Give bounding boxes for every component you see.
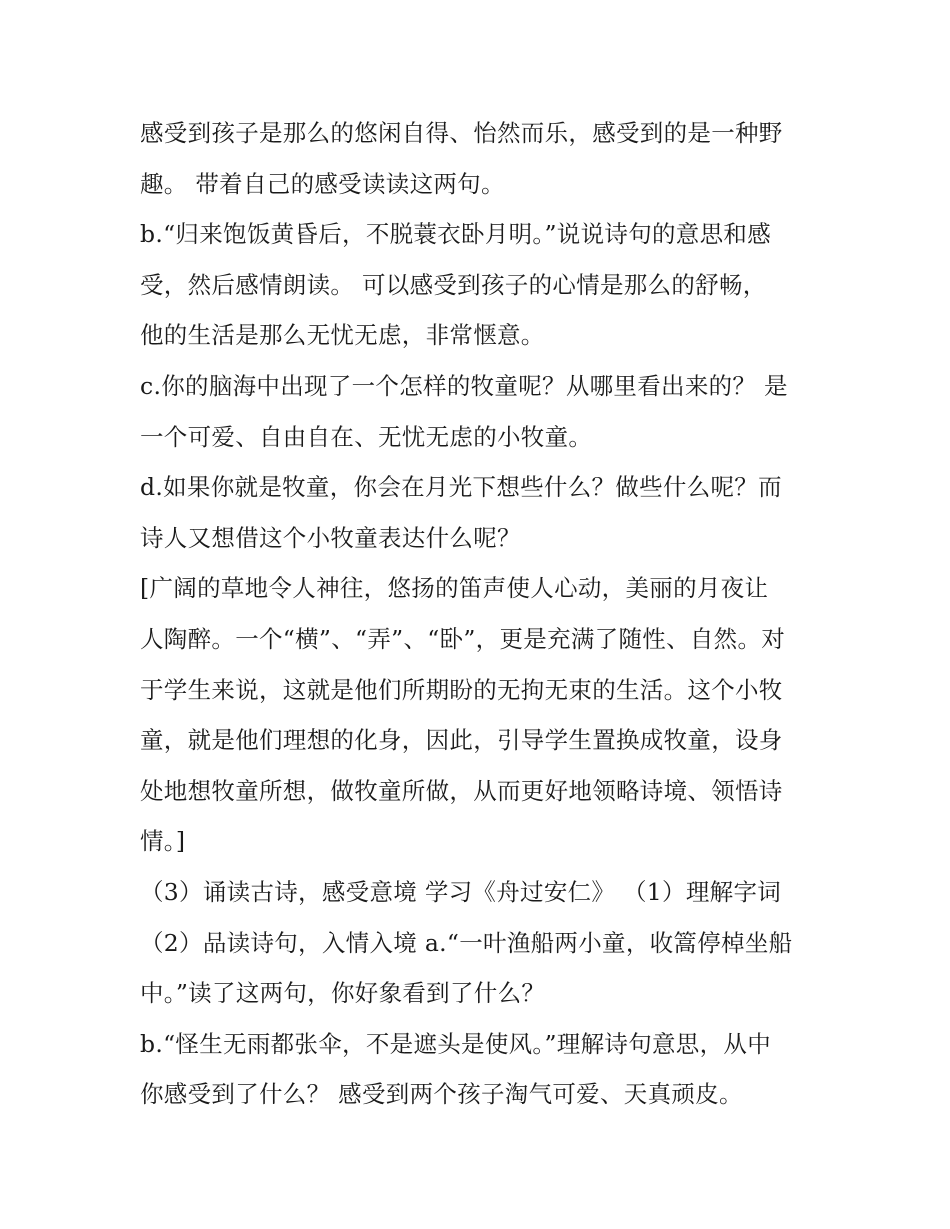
text-line: 处地想牧童所想，做牧童所做，从而更好地领略诗境、领悟诗 — [140, 776, 783, 805]
text-line: 诗人又想借这个小牧童表达什么呢？ — [140, 523, 521, 552]
text-line: 感受到孩子是那么的悠闲自得、怡然而乐，感受到的是一种野 — [140, 119, 783, 147]
text-line: 趣。 带着自己的感受读读这两句。 — [140, 169, 505, 198]
text-line: 中。”读了这两句，你好象看到了什么？ — [140, 979, 546, 1008]
text-line: [广阔的草地令人神往，悠扬的笛声使人心动，美丽的月夜让 — [140, 574, 769, 603]
text-line: b.“怪生无雨都张伞，不是遮头是使风。”理解诗句意思，从中 — [140, 1029, 771, 1058]
text-line: 童，就是他们理想的化身，因此，引导学生置换成牧童，设身 — [140, 726, 783, 755]
text-line: （3）诵读古诗，感受意境 学习《舟过安仁》 （1）理解字词 — [140, 877, 782, 906]
text-line: （2）品读诗句，入情入境 a.“一叶渔船两小童，收篙停棹坐船 — [140, 928, 793, 957]
text-line: c.你的脑海中出现了一个怎样的牧童呢？从哪里看出来的？ 是 — [140, 371, 788, 400]
text-line: 一个可爱、自由自在、无忧无虑的小牧童。 — [140, 422, 593, 451]
text-line: 于学生来说，这就是他们所期盼的无拘无束的生活。这个小牧 — [140, 675, 783, 704]
text-line: 你感受到了什么？ 感受到两个孩子淘气可爱、天真顽皮。 — [140, 1080, 743, 1109]
document-body — [140, 108, 820, 1120]
text-line: d.如果你就是牧童，你会在月光下想些什么？做些什么呢？而 — [140, 473, 782, 502]
text-line: 他的生活是那么无忧无虑，非常惬意。 — [140, 321, 545, 350]
text-line: b.“归来饱饭黄昏后，不脱蓑衣卧月明。”说说诗句的意思和感 — [140, 220, 771, 249]
text-line: 受，然后感情朗读。 可以感受到孩子的心情是那么的舒畅， — [140, 270, 767, 299]
text-line: 人陶醉。一个“横”、“弄”、“卧”，更是充满了随性、自然。对 — [140, 624, 786, 653]
text-line: 情。] — [140, 827, 186, 856]
